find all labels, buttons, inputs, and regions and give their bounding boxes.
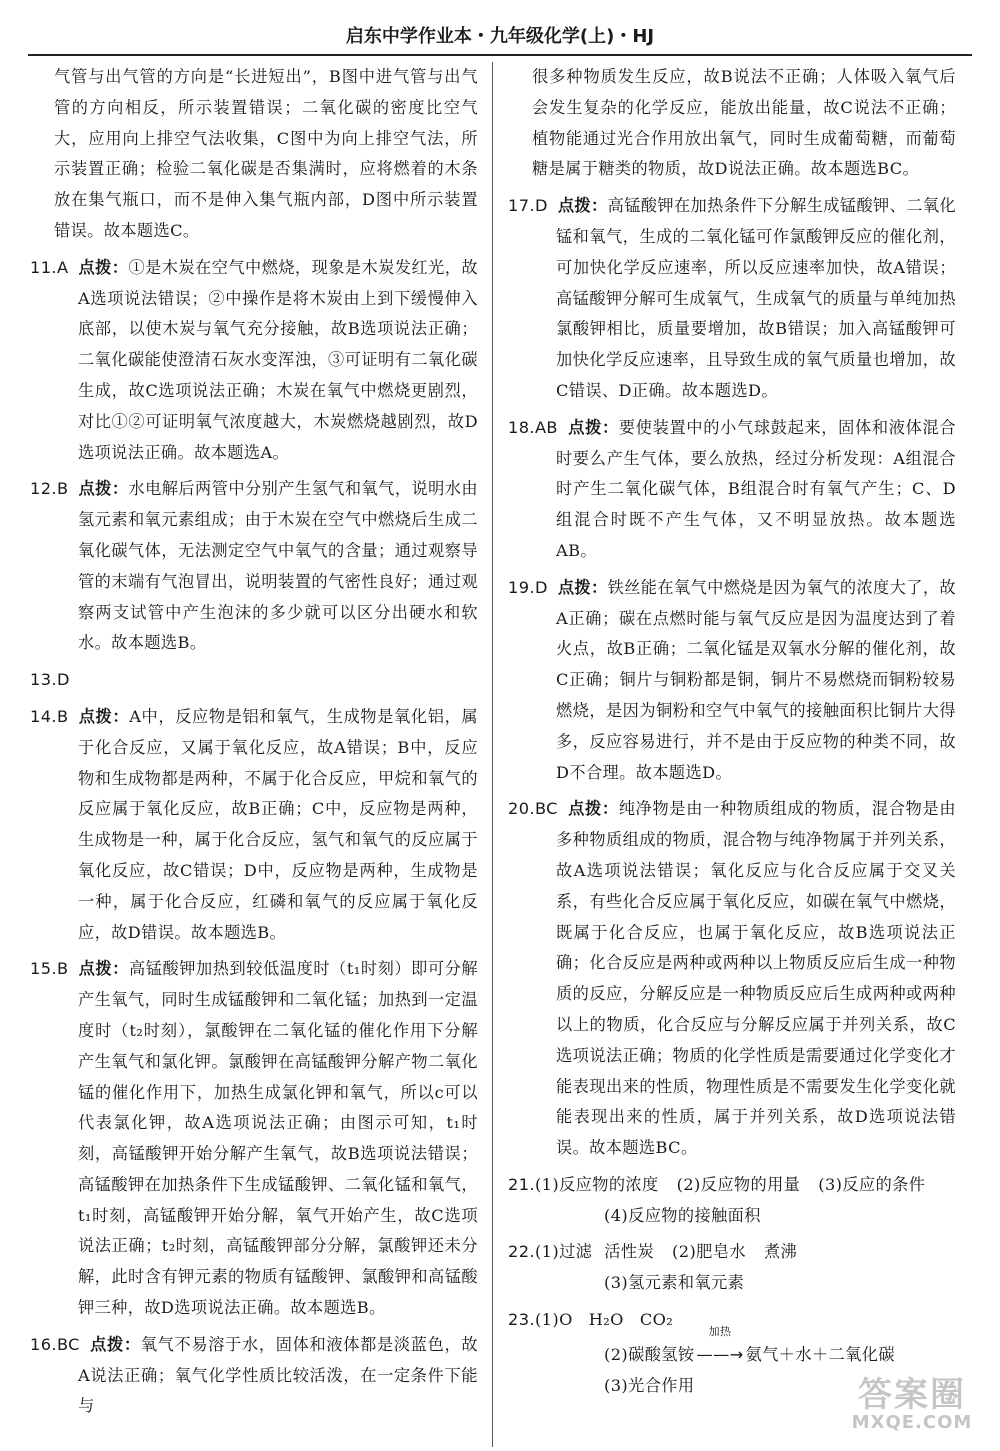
answer-choice: B xyxy=(56,706,69,726)
watermark-top: 答案圈 xyxy=(858,1375,966,1415)
right-column xyxy=(508,62,956,1447)
answer-choice: BC xyxy=(56,1334,80,1354)
answer-item xyxy=(30,474,478,659)
answer-choice: D xyxy=(56,670,70,690)
hint-label: 点拨： xyxy=(78,479,129,499)
answer-item xyxy=(508,794,956,1164)
item-number: 21. xyxy=(508,1174,535,1194)
item-number: 20. xyxy=(508,799,535,819)
hint-label: 点拨： xyxy=(78,959,129,979)
answer-choice: B xyxy=(56,479,69,499)
page-header: 启东中学作业本・九年级化学(上)・HJ xyxy=(345,26,655,47)
explanation-text: 氧气不易溶于水，固体和液体都是淡蓝色，故A说法正确；氧气化学性质比较活泼，在一定条件下能与 xyxy=(78,1334,478,1416)
explanation-text: 高锰酸钾在加热条件下分解生成锰酸钾、二氧化锰和氧气，生成的二氧化锰可作氯酸钾反应的催化剂，可加快化学反应速率，所以反应速率加快，故A错误；高锰酸钾分解可生成氧气，生成氧气的质量与单纯加热氯酸钾相比，质量要增加，故B错误；加入高锰酸钾可加快化学反应速率，且导致生成的氧气质量也增加，故C错误、D正确。故本题选D。 xyxy=(556,196,956,400)
answer-item-22 xyxy=(508,1237,956,1299)
q22-a3: (2)肥皂水 xyxy=(672,1242,746,1262)
explanation-text: 要使装置中的小气球鼓起来，固体和液体混合时要么产生气体，要么放热，经过分析发现：A组混合时产生二氧化碳气体，B组混合时有氧气产生；C、D组混合时既不产生气体，又不明显放热。故本题选AB。 xyxy=(556,417,956,560)
hint-label: 点拨： xyxy=(78,706,130,726)
answer-item xyxy=(30,1330,478,1422)
q22-a1: (1)过滤 xyxy=(534,1242,593,1262)
answer-item xyxy=(508,573,956,789)
explanation-text: 纯净物是由一种物质组成的物质，混合物是由多种物质组成的物质，混合物与纯净物属于并列关系，故A选项说法错误；氧化反应与化合反应属于交叉关系，有些化合反应属于氧化反应，如碳在氧气中燃烧，既属于化合反应，也属于氧化反应，故B选项说法正确；化合反应是两种或两种以上物质反应后生成一种物质的反应，分解反应是一种物质反应后生成两种或两种以上的物质，化合反应与分解反应属于并列关系，故C选项说法正确；物质的化学性质是需要通过化学变化才能表现出来的性质，物理性质是不需要发生化学变化就能表现出来的性质，属于并列关系，故D选项说法错误。故本题选BC。 xyxy=(556,799,956,1158)
q23-a3: CO₂ xyxy=(639,1310,674,1330)
hint-label: 点拨： xyxy=(567,417,619,437)
hint-label: 点拨： xyxy=(557,577,608,597)
hint-label: 点拨： xyxy=(567,799,619,819)
q22-a2: 活性炭 xyxy=(604,1242,655,1262)
item-number: 23. xyxy=(508,1310,535,1330)
explanation-text: 高锰酸钾加热到较低温度时（t₁时刻）即可分解产生氧气，同时生成锰酸钾和二氧化锰；加热到一定温度时（t₂时刻），氯酸钾在二氧化锰的催化作用下分解产生氧气和氯化钾。氯酸钾在高锰酸钾分解产物二氧化锰的催化作用下，加热生成氯化钾和氧气，所以c可以代表氯化钾，故A选项说法正确；由图示可知，t₁时刻，高锰酸钾开始分解产生氧气，故B选项说法错误；高锰酸钾在加热条件下生成锰酸钾、二氧化锰和氧气，t₁时刻，高锰酸钾开始分解，氧气开始产生，故C选项说法正确；t₂时刻，高锰酸钾部分分解，氯酸钾还未分解，此时含有钾元素的物质有锰酸钾、氯酸钾和高锰酸钾三种，故D选项说法正确。故本题选B。 xyxy=(78,959,478,1318)
reaction-arrow xyxy=(694,1324,745,1371)
item-number: 17. xyxy=(508,196,535,216)
answer-choice: B xyxy=(56,959,69,979)
q23-a1: (1)O xyxy=(534,1310,573,1330)
explanation-text: 水电解后两管中分别产生氢气和氧气，说明水由氢元素和氧元素组成；由于木炭在空气中燃烧后生成二氧化碳气体，无法测定空气中氧气的含量；通过观察导管的末端有气泡冒出，说明装置的气密性良好；通过观察两支试管中产生泡沫的多少就可以区分出硬水和软水。故本题选B。 xyxy=(78,479,478,653)
answer-choice: AB xyxy=(534,417,558,437)
item-number: 16. xyxy=(30,1334,57,1354)
arrow-glyph: ——→ xyxy=(696,1344,744,1364)
item-number: 22. xyxy=(508,1242,535,1262)
watermark-bottom: MXQE.COM xyxy=(851,1412,973,1433)
left-column xyxy=(30,62,478,1447)
q23-equation xyxy=(556,1324,956,1371)
item-number: 18. xyxy=(508,417,535,437)
q21-a4: (4)反应物的接触面积 xyxy=(604,1205,761,1225)
item-number: 15. xyxy=(30,959,57,979)
answer-choice: D xyxy=(534,196,548,216)
q23-a2: H₂O xyxy=(588,1310,624,1330)
q23-products: 氨气＋水＋二氧化碳 xyxy=(745,1344,895,1364)
explanation-text: 铁丝能在氧气中燃烧是因为氧气的浓度大了，故A正确；碳在点燃时能与氧气反应是因为温度达到了着火点，故B正确；二氧化锰是双氧水分解的催化剂，故C正确；铜片与铜粉都是铜，铜片不易燃烧而铜粉较易燃烧，是因为铜粉和空气中氧气的接触面积比铜片大得多，反应容易进行，并不是由于反应物的种类不同，故D不合理。故本题选D。 xyxy=(556,577,956,782)
item-number: 13. xyxy=(30,670,57,690)
hint-label: 点拨： xyxy=(557,196,608,216)
explanation-text: ①是木炭在空气中燃烧，现象是木炭发红光，故A选项说法错误；②中操作是将木炭由上到下缓慢伸入底部，以使木炭与氧气充分接触，故B选项说法正确；二氧化碳能使澄清石灰水变浑浊，③可证明有二氧化碳生成，故C选项说法正确；木炭在氧气中燃烧更剧烈，对比①②可证明氧气浓度越大，木炭燃烧越剧烈，故D选项说法正确。故本题选A。 xyxy=(78,257,478,462)
answer-choice: A xyxy=(56,257,69,277)
answer-item-21 xyxy=(508,1170,956,1232)
q21-a2: (2)反应物的用量 xyxy=(676,1174,801,1194)
watermark-logo xyxy=(842,1377,982,1437)
item-number: 12. xyxy=(30,479,57,499)
q23-reactant: (2)碳酸氢铵 xyxy=(604,1344,695,1364)
answer-item xyxy=(30,702,478,948)
q22-a4: 煮沸 xyxy=(763,1242,798,1262)
hint-label: 点拨： xyxy=(89,1334,141,1354)
answer-item xyxy=(508,413,956,567)
answer-item xyxy=(30,665,478,696)
explanation-text: A中，反应物是铝和氧气，生成物是氧化铝，属于化合反应，又属于氧化反应，故A错误；B中，反应物和生成物都是两种，不属于化合反应，甲烷和氧气的反应属于氧化反应，故B正确；C中，反应物是两种，生成物是一种，属于化合反应，氢气和氧气的反应属于氧化反应，故C错误；D中，反应物是两种，生成物是一种，属于化合反应，红磷和氧气的反应属于氧化反应，故D错误。故本题选B。 xyxy=(78,706,478,942)
q22-a5: (3)氢元素和氧元素 xyxy=(604,1273,745,1293)
right-items xyxy=(508,62,956,1164)
column-divider xyxy=(492,62,493,1447)
answer-item xyxy=(30,253,478,469)
q21-a3: (3)反应的条件 xyxy=(818,1174,926,1194)
hint-label: 点拨： xyxy=(78,257,129,277)
continued-paragraph: 很多种物质发生反应，故B说法不正确；人体吸入氧气后会发生复杂的化学反应，能放出能量，故C说法不正确；植物能通过光合作用放出氧气，同时生成葡萄糖，而葡萄糖是属于糖类的物质，故D说法正确。故本题选BC。 xyxy=(532,67,956,179)
continued-paragraph: 气管与出气管的方向是“长进短出”，B图中进气管与出气管的方向相反，所示装置错误；二氧化碳的密度比空气大，应用向上排空气法收集，C图中为向上排空气法，所示装置正确；检验二氧化碳是否集满时，应将燃着的木条放在集气瓶口，而不是伸入集气瓶内部，D图中所示装置错误。故本题选C。 xyxy=(54,67,478,240)
item-number: 19. xyxy=(508,577,535,597)
answer-item xyxy=(30,954,478,1324)
item-number: 11. xyxy=(30,257,57,277)
answer-choice: BC xyxy=(534,799,558,819)
reaction-condition: 加热 xyxy=(708,1324,732,1338)
q21-a1: (1)反应物的浓度 xyxy=(534,1174,659,1194)
answer-choice: D xyxy=(534,577,548,597)
item-number: 14. xyxy=(30,706,57,726)
answer-item xyxy=(508,191,956,407)
header-rule xyxy=(28,54,972,56)
q23-a4: (3)光合作用 xyxy=(604,1375,695,1395)
